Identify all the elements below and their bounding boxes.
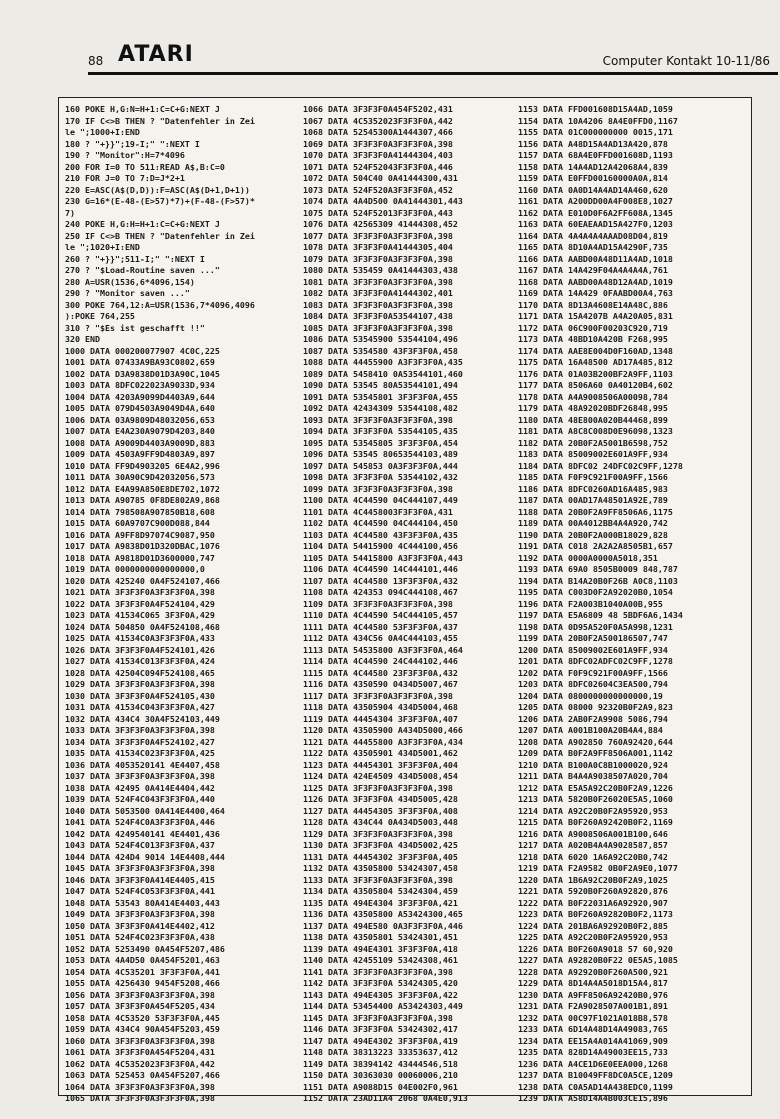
listing-line: 1150 DATA 30363030 00060006,210: [303, 1070, 458, 1080]
listing-line: 1144 DATA 53454400 A53424303,449: [303, 1001, 463, 1011]
listing-line: 1232 DATA 00C97F1021A018B8,578: [518, 1012, 668, 1023]
listing-line: 1056 DATA 3F3F3F0A3F3F3F0A,398: [65, 989, 215, 1000]
listing-line: 1040 DATA 5053500 0A414E4400,464: [65, 805, 225, 816]
listing-line: 1007 DATA E4A230A9079D4203,840: [65, 426, 215, 436]
listing-line: 1066 DATA 3F3F3F0A454F5202,431: [303, 104, 453, 114]
listing-line: 1060 DATA 3F3F3F0A3F3F3F0A,398: [65, 1035, 215, 1046]
listing-line: 1042 DATA 4249540141 4E4401,436: [65, 828, 220, 839]
listing-line: 1059 DATA 434C4 90A454F5203,459: [65, 1024, 220, 1034]
listing-line: 1131 DATA 44454302 3F3F3F0A,405: [303, 851, 458, 862]
listing-line: 1119 DATA 44454304 3F3F3F0A,407: [303, 713, 458, 724]
listing-line: 1195 DATA C003D0F2A92020B0,1054: [518, 587, 673, 597]
listing-line: 190 ? "Monitor":H=7*4096: [65, 150, 185, 160]
listing-line: 1116 DATA 4350590 0434D5007,467: [303, 679, 458, 689]
listing-line: 1016 DATA A9FF8D97074C9087,950: [65, 529, 215, 540]
listing-line: 1008 DATA A9009D4403A9009D,883: [65, 437, 215, 448]
listing-line: 1075 DATA 524F52013F3F3F0A,443: [303, 207, 453, 218]
listing-line: 1239 DATA A58D14A4B003CE15,896: [518, 1093, 668, 1103]
listing-line: 1190 DATA 20B0F2A000B18029,828: [518, 529, 668, 540]
listing-line: 1054 DATA 4C535201 3F3F3F0A,441: [65, 966, 220, 977]
listing-line: 1158 DATA 14A4AD12A42068A4,839: [518, 161, 668, 172]
listing-line: 1092 DATA 42434309 53544108,482: [303, 403, 458, 413]
listing-line: 1156 DATA A48D15A4AD13A420,878: [518, 138, 668, 149]
listing-line: 1093 DATA 3F3F3F0A3F3F3F0A,398: [303, 414, 453, 425]
listing-line: 1012 DATA E4A99A850E8DE702,1072: [65, 483, 220, 494]
listing-line: 1191 DATA C018 2A2A2A8505B1,657: [518, 541, 673, 551]
listing-line: 1018 DATA A9818D01D3600000,747: [65, 552, 215, 563]
listing-line: 1198 DATA 0D95A520F0A5A998,1231: [518, 621, 673, 632]
listing-line: 1076 DATA 42565309 41444308,452: [303, 219, 458, 229]
listing-line: 1204 DATA 0800000000000000,19: [518, 690, 663, 701]
listing-line: ):POKE 764,255: [65, 311, 135, 321]
listing-line: 1146 DATA 3F3F3F0A 53424302,417: [303, 1024, 458, 1034]
listing-line: 1203 DATA 8DFC02604C3EA500,794: [518, 679, 668, 689]
listing-line: 1220 DATA 1B6A92C20B0F2A9,1025: [518, 874, 668, 885]
listing-line: 1043 DATA 524F4C013F3F3F0A,437: [65, 840, 215, 850]
listing-line: 1034 DATA 3F3F3F0A4F524102,427: [65, 736, 215, 747]
listing-line: 1069 DATA 3F3F3F0A3F3F3F0A,398: [303, 138, 453, 149]
listing-line: 1068 DATA 52545300A1444307,466: [303, 127, 453, 137]
listing-line: 1148 DATA 38313223 33353637,412: [303, 1047, 458, 1057]
listing-line: 1231 DATA F2A9028507A001B1,891: [518, 1001, 668, 1011]
listing-line: 1115 DATA 4C44580 23F3F3F0A,432: [303, 667, 458, 678]
listing-line: 1001 DATA 07433A9BA93C0802,659: [65, 357, 215, 367]
listing-line: 1050 DATA 3F3F3F0A414E4402,412: [65, 920, 215, 931]
listing-line: 1214 DATA A92C20B0F2A95920,953: [518, 805, 668, 816]
listing-line: 1135 DATA 494E4304 3F3F3F0A,421: [303, 897, 458, 908]
listing-line: 1207 DATA A001B100A20B4A4,884: [518, 725, 663, 735]
listing-line: 1002 DATA D3A9838D01D3A90C,1045: [65, 368, 220, 379]
listing-line: 1032 DATA 434C4 30A4F524103,449: [65, 713, 220, 724]
header-rule: [88, 72, 778, 75]
listing-line: 1226 DATA B0F260A9018 57 60,920: [518, 943, 673, 954]
listing-line: 1041 DATA 524F4C0A3F3F3F0A,446: [65, 817, 215, 827]
listing-line: 1003 DATA 8DFC022023A9033D,934: [65, 380, 215, 390]
listing-line: 1021 DATA 3F3F3F0A3F3F3F0A,398: [65, 587, 215, 597]
listing-line: 1236 DATA A4CE1D6E0EEA000,1268: [518, 1058, 668, 1069]
listing-line: 1097 DATA 545853 0A3F3F3F0A,444: [303, 460, 458, 471]
listing-line: 1108 DATA 424353 094C444108,467: [303, 587, 458, 597]
listing-line: 1101 DATA 4C4458003F3F3F0A,431: [303, 506, 453, 517]
listing-line: 1149 DATA 38394142 43444546,518: [303, 1058, 458, 1069]
listing-line: 1031 DATA 41534C043F3F3F0A,427: [65, 702, 215, 712]
listing-line: 1174 DATA AAE8E004D0F160AD,1348: [518, 345, 673, 356]
listing-line: 300 POKE 764,12:A=USR(1536,7*4096,4096: [65, 299, 255, 310]
listing-line: 1126 DATA 3F3F3F0A 434D5005,428: [303, 794, 458, 804]
listing-line: 1218 DATA 6020 1A6A92C20B0,742: [518, 851, 668, 862]
listing-line: 1234 DATA EE15A4A014A41069,909: [518, 1035, 668, 1046]
listing-line: 1140 DATA 42455109 53424308,461: [303, 955, 458, 965]
listing-line: 1082 DATA 3F3F3F0A41444302,401: [303, 288, 453, 298]
listing-line: 1222 DATA B0F22031A6A92920,907: [518, 897, 668, 908]
listing-line: 1062 DATA 4C5352023F3F3F0A,442: [65, 1058, 215, 1069]
listing-line: 1078 DATA 3F3F3F0A41444305,404: [303, 242, 453, 252]
listing-line: 1058 DATA 4C53520 53F3F3F0A,445: [65, 1012, 220, 1023]
listing-line: 1181 DATA A8C8C008D0E96098,1323: [518, 426, 673, 436]
listing-line: 1199 DATA 20B0F2A500186507,747: [518, 633, 668, 643]
listing-line: 1212 DATA E5A5A92C20B0F2A9,1226: [518, 782, 673, 793]
listing-line: 1186 DATA 8DFC0260AD16A485,983: [518, 483, 668, 494]
listing-line: 1087 DATA 5354580 43F3F3F0A,458: [303, 345, 458, 356]
listing-line: 1086 DATA 53545900 53544104,496: [303, 334, 458, 344]
listing-line: 1127 DATA 44454305 3F3F3F0A,408: [303, 805, 458, 816]
listing-line: 1015 DATA 60A9707C900D088,844: [65, 518, 210, 528]
listing-line: 1107 DATA 4C44580 13F3F3F0A,432: [303, 575, 458, 586]
listing-line: 1210 DATA B100A0C8B1000020,924: [518, 759, 668, 770]
listing-line: le ";1020+I:END: [65, 242, 140, 252]
listing-line: 1154 DATA 10A4206 8A4E0FFD0,1167: [518, 115, 678, 126]
listing-line: 1133 DATA 3F3F3F0A3F3F3F0A,398: [303, 874, 453, 885]
listing-line: 230 G=16*(E-48-(E>57)*7)+(F-48-(F>57)*: [65, 196, 255, 206]
listing-line: 1067 DATA 4C5352023F3F3F0A,442: [303, 115, 453, 126]
listing-line: 1194 DATA B14A20B0F26B A0C8,1103: [518, 575, 678, 586]
listing-line: 200 FOR I=0 TO 511:READ A$,B:C=0: [65, 161, 225, 172]
listing-line: 1176 DATA 01A03B200BF2A9FF,1103: [518, 368, 673, 379]
listing-line: 270 ? "$Load-Routine saven ...": [65, 265, 220, 275]
listing-line: 1027 DATA 41534C013F3F3F0A,424: [65, 656, 215, 666]
listing-line: 1025 DATA 41534C0A3F3F3F0A,433: [65, 633, 215, 643]
listing-line: 1128 DATA 434C44 0A434D5003,448: [303, 817, 458, 827]
listing-line: 1118 DATA 43505904 434D5004,468: [303, 702, 458, 712]
listing-line: 1185 DATA F0F9C921F00A9FF,1566: [518, 472, 668, 482]
issue-label: Computer Kontakt 10-11/86: [602, 54, 770, 68]
listing-line: 1125 DATA 3F3F3F0A3F3F3F0A,398: [303, 782, 453, 793]
listing-line: 1065 DATA 3F3F3F0A3F3F3F0A,398: [65, 1093, 215, 1103]
listing-line: 1094 DATA 3F3F3F0A 53544105,435: [303, 426, 458, 436]
listing-line: 1224 DATA 201BA6A92920B0F2,885: [518, 920, 668, 931]
listing-column-3: [518, 104, 750, 1105]
listing-line: 280 A=USR(1536,6*4096,154): [65, 276, 195, 287]
listing-line: 1139 DATA 494E4301 3F3F3F0A,418: [303, 943, 458, 954]
listing-line: 1221 DATA 5920B0F260A92820,876: [518, 886, 668, 896]
listing-line: 1006 DATA 03A9809D48032056,653: [65, 414, 215, 425]
listing-line: 1136 DATA 43505800 A53424300,465: [303, 909, 463, 919]
listing-line: 1083 DATA 3F3F3F0A3F3F3F0A,398: [303, 299, 453, 310]
listing-line: 1048 DATA 53543 80A414E4403,443: [65, 897, 220, 908]
listing-line: 260 ? "+}}";511-I;" ":NEXT I: [65, 253, 205, 264]
listing-line: 1009 DATA 4503A9FF9D4803A9,897: [65, 449, 215, 459]
page-header: [88, 42, 780, 72]
listing-line: 1182 DATA 20B0F2A5001B6598,752: [518, 437, 668, 448]
listing-line: 1145 DATA 3F3F3F0A3F3F3F0A,398: [303, 1012, 453, 1023]
listing-line: 1095 DATA 53545805 3F3F3F0A,454: [303, 437, 458, 448]
listing-line: 1037 DATA 3F3F3F0A3F3F3F0A,398: [65, 771, 215, 781]
listing-line: 1197 DATA E5A6809 48 5BDF6A6,1434: [518, 610, 683, 620]
listing-line: 1049 DATA 3F3F3F0A3F3F3F0A,398: [65, 909, 215, 919]
listing-line: 1029 DATA 3F3F3F0A3F3F3F0A,398: [65, 679, 215, 689]
listing-line: 1206 DATA 2AB0F2A9908 5086,794: [518, 713, 668, 724]
listing-line: 1228 DATA A92920B0F260A500,921: [518, 966, 668, 977]
listing-line: 1103 DATA 4C44580 43F3F3F0A,435: [303, 529, 458, 540]
listing-line: 1111 DATA 4C44580 53F3F3F0A,437: [303, 621, 458, 632]
listing-line: 1138 DATA 43505801 53424301,451: [303, 932, 458, 942]
listing-line: 1104 DATA 54415900 4C444100,456: [303, 541, 458, 551]
listing-line: 1159 DATA E0FFD00160000A0A,814: [518, 173, 668, 183]
listing-line: 1122 DATA 43505901 434D5001,462: [303, 748, 458, 758]
listing-line: 1188 DATA 20B0F2A9FF8506A6,1175: [518, 506, 673, 517]
listing-line: 1004 DATA 4203A9099D4403A9,644: [65, 391, 215, 402]
listing-line: 1205 DATA 08000 92320B0F2A9,823: [518, 702, 673, 712]
listing-line: 1081 DATA 3F3F3F0A3F3F3F0A,398: [303, 276, 453, 287]
listing-line: 1098 DATA 3F3F3F0A 53544102,432: [303, 472, 458, 482]
listing-line: 1143 DATA 494E4305 3F3F3F0A,422: [303, 989, 458, 1000]
listing-line: 1123 DATA 44454301 3F3F3F0A,404: [303, 759, 458, 770]
listing-line: 1047 DATA 524F4C053F3F3F0A,441: [65, 886, 215, 896]
listing-line: 290 ? "Monitor saven ...": [65, 288, 190, 298]
listing-line: 1079 DATA 3F3F3F0A3F3F3F0A,398: [303, 253, 453, 264]
listing-line: 1173 DATA 48BD10A420B F268,995: [518, 334, 668, 344]
listing-line: 1164 DATA 4A4A4A4AAAD08D04,819: [518, 230, 668, 241]
listing-line: 1051 DATA 524F4C023F3F3F0A,438: [65, 932, 215, 942]
listing-line: 1035 DATA 41534C023F3F3F0A,425: [65, 748, 215, 758]
listing-line: 160 POKE H,G:N=H+1:C=C+G:NEXT J: [65, 104, 220, 114]
listing-line: 1130 DATA 3F3F3F0A 434D5002,425: [303, 840, 458, 850]
listing-line: 1196 DATA F2A003B1040A00B,955: [518, 598, 663, 609]
listing-line: 1162 DATA E010D0F6A2FF608A,1345: [518, 207, 673, 218]
listing-line: 1238 DATA C0A5AD14A438EDC0,1199: [518, 1081, 673, 1092]
program-listing: [58, 97, 752, 1103]
listing-column-2: [303, 104, 539, 1105]
listing-line: 1055 DATA 4256430 9454F5208,466: [65, 978, 220, 988]
listing-line: 1038 DATA 42495 0A414E4404,442: [65, 782, 215, 793]
listing-line: 1028 DATA 42504C094F524108,465: [65, 667, 215, 678]
listing-line: 210 FOR J=0 TO 7:D=J*2+1: [65, 173, 185, 183]
listing-line: 1151 DATA A9088D15 04E002F0,961: [303, 1081, 458, 1092]
listing-column-1: [65, 104, 327, 1105]
listing-line: 1178 DATA A4A9008506A00098,784: [518, 391, 668, 402]
listing-line: 1120 DATA 43505900 A434D5000,466: [303, 725, 463, 735]
listing-line: 1113 DATA 54535800 A3F3F3F0A,464: [303, 644, 463, 655]
listing-line: 1124 DATA 424E4509 434D5008,454: [303, 771, 458, 781]
listing-line: 1225 DATA A92C20B0F2A95920,953: [518, 932, 668, 942]
listing-line: 1237 DATA B10049FF8DC0A5CE,1209: [518, 1070, 673, 1080]
listing-line: 1057 DATA 3F3F3F0A454F5205,434: [65, 1001, 215, 1011]
listing-line: 1089 DATA 5458410 0A53544101,460: [303, 368, 463, 379]
listing-line: 1183 DATA 85009002E601A9FF,934: [518, 449, 668, 459]
listing-line: 1132 DATA 43505800 53424307,458: [303, 863, 458, 873]
listing-line: 1200 DATA 85009002E601A9FF,934: [518, 644, 668, 655]
listing-line: 1088 DATA 44455900 A3F3F3F0A,435: [303, 357, 463, 367]
listing-line: 180 ? "+}}";19-I;" ":NEXT I: [65, 138, 200, 149]
listing-line: 1129 DATA 3F3F3F0A3F3F3F0A,398: [303, 828, 453, 839]
listing-line: 1142 DATA 3F3F3F0A 53424305,420: [303, 978, 458, 988]
listing-line: 1109 DATA 3F3F3F0A3F3F3F0A,398: [303, 598, 453, 609]
listing-line: 1167 DATA 14A429F04A4A4A4A,761: [518, 265, 668, 275]
listing-line: 1170 DATA 8D13A4608E14A48C,886: [518, 299, 668, 310]
listing-line: 1184 DATA 8DFC02 24DFC02C9FF,1278: [518, 460, 683, 471]
listing-line: 1180 DATA 48E800A020B44468,899: [518, 414, 668, 425]
listing-line: 1023 DATA 41534C065 3F3F0A,429: [65, 610, 215, 620]
listing-line: 1172 DATA 06C900F00203C920,719: [518, 322, 668, 333]
listing-line: 1026 DATA 3F3F3F0A4F524101,426: [65, 644, 215, 655]
listing-line: 1084 DATA 3F3F3F0A53544107,438: [303, 311, 453, 321]
listing-line: 1157 DATA 68A4E0FFD001608D,1193: [518, 150, 673, 160]
listing-line: 1102 DATA 4C44590 04C444104,450: [303, 518, 458, 528]
listing-line: 1175 DATA 16A48500 AD17A485,812: [518, 357, 673, 367]
listing-line: 1208 DATA A902850 760A92420,644: [518, 736, 673, 747]
listing-line: 1011 DATA 30A90C9D42032056,573: [65, 472, 215, 482]
listing-line: 1209 DATA B0F2A9FF8506A001,1142: [518, 748, 673, 758]
listing-line: 170 IF C<>B THEN ? "Datenfehler in Zei: [65, 115, 255, 126]
listing-line: 1085 DATA 3F3F3F0A3F3F3F0A,398: [303, 322, 453, 333]
listing-line: 1105 DATA 54415800 A3F3F3F0A,443: [303, 552, 463, 563]
listing-line: 220 E=ASC(A$(D,D)):F=ASC(A$(D+1,D+1)): [65, 184, 250, 195]
listing-line: 1153 DATA FFD001608D15A4AD,1059: [518, 104, 673, 114]
listing-line: 1005 DATA 079D4503A9049D4A,640: [65, 403, 215, 413]
listing-line: 1046 DATA 3F3F3F0A414E4405,415: [65, 874, 215, 885]
listing-line: 1033 DATA 3F3F3F0A3F3F3F0A,398: [65, 725, 215, 735]
listing-line: 1112 DATA 434C56 0A4C444103,455: [303, 633, 458, 643]
listing-line: 1091 DATA 53545801 3F3F3F0A,455: [303, 391, 458, 402]
listing-line: 1201 DATA 8DFC02ADFC02C9FF,1278: [518, 656, 673, 666]
listing-line: 1137 DATA 494E580 0A3F3F3F0A,446: [303, 920, 463, 931]
listing-line: 310 ? "$Es ist geschafft !!": [65, 322, 205, 333]
listing-line: 1233 DATA 6D14A48D14A49083,765: [518, 1024, 668, 1034]
listing-line: 1219 DATA F2A9582 0B0F2A9E0,1077: [518, 863, 678, 873]
listing-line: 1110 DATA 4C44590 54C444105,457: [303, 610, 458, 620]
listing-line: 1036 DATA 4053520141 4E4407,458: [65, 759, 220, 770]
listing-line: 1179 DATA 48A92020BDF26848,995: [518, 403, 668, 413]
listing-line: 1070 DATA 3F3F3F0A41444304,403: [303, 150, 453, 160]
listing-line: 1061 DATA 3F3F3F0A454F5204,431: [65, 1047, 215, 1057]
listing-line: 1223 DATA B0F260A92820B0F2,1173: [518, 909, 673, 919]
listing-line: 1163 DATA 60EAEAAD15A427F0,1203: [518, 219, 673, 229]
listing-line: 1229 DATA 8D14A4A5018D15A4,817: [518, 978, 668, 988]
listing-line: 1024 DATA 504850 0A4F524108,468: [65, 621, 220, 632]
listing-line: 1227 DATA A92820B0F22 0E5A5,1085: [518, 955, 678, 965]
listing-line: 250 IF C<>B THEN ? "Datenfehler in Zei: [65, 230, 255, 241]
listing-line: 1217 DATA A020B4A4A9028587,857: [518, 840, 668, 850]
listing-line: 7): [65, 207, 75, 218]
brand-title: ATARI: [118, 42, 194, 67]
listing-line: 1045 DATA 3F3F3F0A3F3F3F0A,398: [65, 863, 215, 873]
listing-line: 1053 DATA 4A4D50 0A454F5201,463: [65, 955, 220, 965]
listing-line: 1235 DATA 828D14A49003EE15,733: [518, 1047, 668, 1057]
listing-line: 1099 DATA 3F3F3F0A3F3F3F0A,398: [303, 483, 453, 494]
listing-line: 1192 DATA 0000A0000A5018,351: [518, 552, 658, 563]
listing-line: 240 POKE H,G:H=H+1:C=C+G:NEXT J: [65, 219, 220, 229]
listing-line: 1114 DATA 4C44590 24C444102,446: [303, 656, 458, 666]
listing-line: 1117 DATA 3F3F3F0A3F3F3F0A,398: [303, 690, 453, 701]
listing-line: 1215 DATA B0F260A92420B0F2,1169: [518, 817, 673, 827]
listing-line: 1017 DATA A9838D01D320DBAC,1076: [65, 541, 220, 551]
listing-line: 1010 DATA FF9D4903205 6E4A2,996: [65, 460, 220, 471]
listing-line: le ";1000+I:END: [65, 127, 140, 137]
listing-line: 1171 DATA 15A4207B A4A20A05,831: [518, 311, 673, 321]
listing-line: 1189 DATA 00A4012BB4A4A920,742: [518, 518, 668, 528]
listing-line: 320 END: [65, 334, 100, 344]
listing-line: 1165 DATA 8D10A4AD15A4290F,735: [518, 242, 668, 252]
listing-line: 1052 DATA 5253490 0A454F5207,486: [65, 943, 225, 954]
listing-line: 1141 DATA 3F3F3F0A3F3F3F0A,398: [303, 966, 453, 977]
listing-line: 1161 DATA A200DD00A4F008E8,1027: [518, 196, 673, 206]
listing-line: 1211 DATA B4A4A9038507A020,704: [518, 771, 668, 781]
listing-line: 1071 DATA 524F52043F3F3F0A,446: [303, 161, 453, 172]
listing-line: 1187 DATA 00AD17A48501A92E,789: [518, 495, 668, 505]
listing-line: 1155 DATA 01C000000000 0015,171: [518, 127, 673, 137]
listing-line: 1177 DATA 8506A60 0A40120B4,602: [518, 380, 673, 390]
listing-line: 1064 DATA 3F3F3F0A3F3F3F0A,398: [65, 1081, 215, 1092]
listing-line: 1168 DATA AABD00A48D12A4AD,1019: [518, 276, 673, 287]
listing-line: 1039 DATA 524F4C043F3F3F0A,440: [65, 794, 215, 804]
listing-line: 1020 DATA 425240 0A4F524107,466: [65, 575, 220, 586]
listing-line: 1160 DATA 0A0D14A4AD14A460,620: [518, 184, 668, 195]
listing-line: 1134 DATA 43505804 53424304,459: [303, 886, 458, 896]
listing-line: 1169 DATA 14A429 0FAABD00A4,763: [518, 288, 673, 298]
listing-line: 1106 DATA 4C44590 14C444101,446: [303, 564, 458, 574]
listing-line: 1019 DATA 0000000000000000,0: [65, 564, 205, 574]
listing-line: 1121 DATA 44455800 A3F3F3F0A,434: [303, 736, 463, 747]
listing-line: 1100 DATA 4C44590 04C444107,449: [303, 495, 458, 505]
listing-line: 1022 DATA 3F3F3F0A4F524104,429: [65, 598, 215, 609]
listing-line: 1213 DATA 5820B0F26020E5A5,1060: [518, 794, 673, 804]
listing-line: 1216 DATA A9008506A001B100,646: [518, 828, 668, 839]
listing-line: 1073 DATA 524F520A3F3F3F0A,452: [303, 184, 453, 195]
listing-line: 1063 DATA 525453 0A454F5207,466: [65, 1070, 220, 1080]
listing-line: 1096 DATA 53545 80653544103,489: [303, 449, 458, 459]
listing-line: 1030 DATA 3F3F3F0A4F524105,430: [65, 690, 215, 701]
page-number: 88: [88, 54, 104, 68]
listing-line: 1080 DATA 535459 0A41444303,438: [303, 265, 458, 275]
listing-line: 1013 DATA A90785 0F8DE802A9,868: [65, 495, 220, 505]
listing-line: 1193 DATA 69A0 8505B0009 848,787: [518, 564, 678, 574]
listing-line: 1090 DATA 53545 80A53544101,494: [303, 380, 458, 390]
listing-line: 1202 DATA F0F9C921F00A9FF,1566: [518, 667, 668, 678]
listing-line: 1044 DATA 424D4 9014 14E4408,444: [65, 851, 225, 862]
listing-line: 1074 DATA 4A4D500 0A41444301,443: [303, 196, 463, 206]
listing-line: 1230 DATA A9FF8506A92420B0,976: [518, 989, 668, 1000]
listing-line: 1147 DATA 494E4302 3F3F3F0A,419: [303, 1035, 458, 1046]
listing-line: 1014 DATA 798508A907850B18,608: [65, 506, 215, 517]
listing-line: 1166 DATA AABD00A48D11A4AD,1018: [518, 253, 673, 264]
listing-line: 1072 DATA 504C40 0A41444300,431: [303, 173, 458, 183]
listing-line: 1000 DATA 000200077907 4C0C,225: [65, 345, 220, 356]
listing-line: 1152 DATA 23AD11A4 2068 0A4E0,913: [303, 1093, 468, 1103]
listing-line: 1077 DATA 3F3F3F0A3F3F3F0A,398: [303, 230, 453, 241]
